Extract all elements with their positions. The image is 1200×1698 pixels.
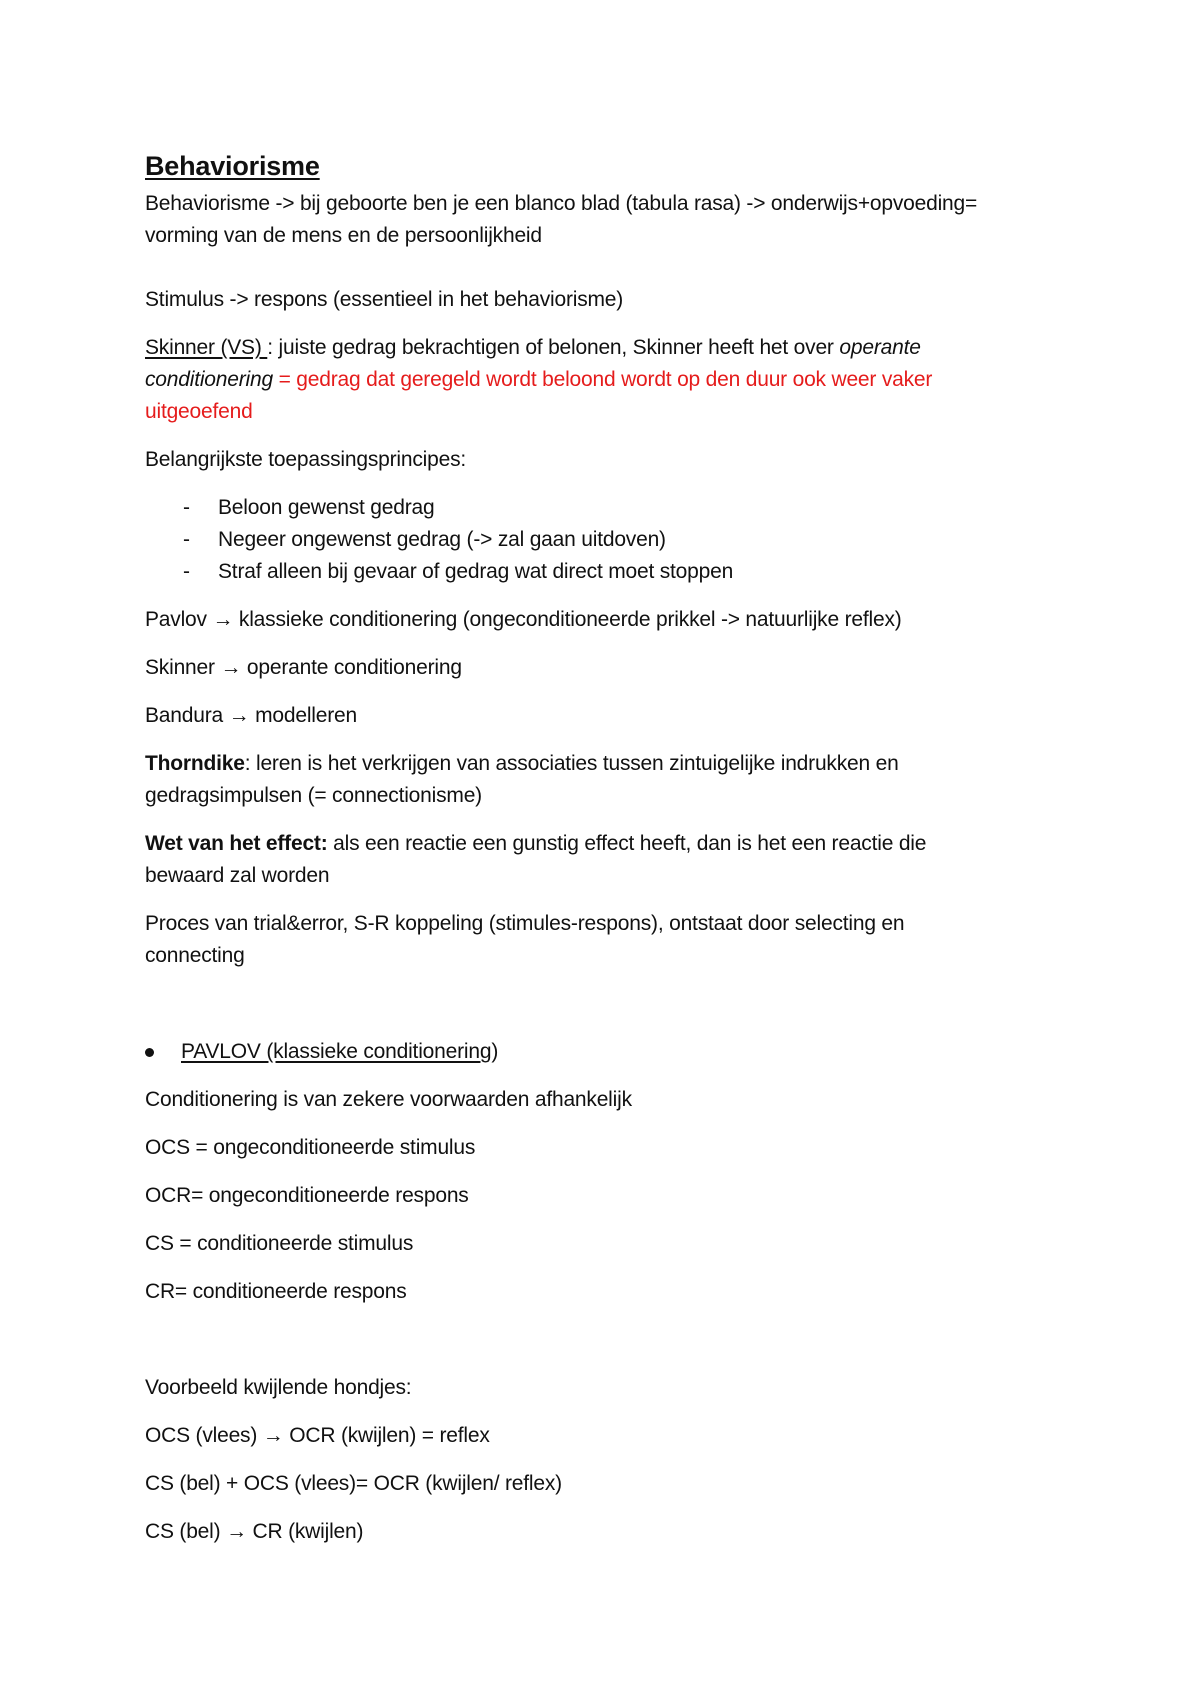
bullet-dot-icon — [145, 1048, 154, 1057]
skinner-red-text-2: uitgeoefend — [145, 400, 253, 423]
page-title: Behaviorisme — [145, 151, 320, 181]
paragraph-wet-van-het-effect: Wet van het effect: als een reactie een gunstig effect heeft, dan is het een reactie die bewaard zal worden — [145, 832, 927, 887]
list-item: - Negeer ongewenst gedrag (-> zal gaan uitdoven) — [145, 524, 733, 556]
paragraph-stimulus: Stimulus -> respons (essentieel in het behaviorisme) — [145, 288, 624, 311]
wet-label: Wet van het effect: — [145, 832, 328, 855]
list-item: - Straf alleen bij gevaar of gedrag wat direct moet stoppen — [145, 556, 733, 588]
paragraph-behaviorisme — [145, 188, 1075, 252]
paragraph-conditionering: Conditionering is van zekere voorwaarden afhankelijk — [145, 1088, 632, 1111]
skinner-name: Skinner (VS) — [145, 336, 268, 359]
skinner-italic-term-2: conditionering — [145, 368, 273, 391]
definition-ocr: OCR= ongeconditioneerde respons — [145, 1184, 469, 1207]
arrow-right-icon: → — [212, 608, 234, 631]
example-title: Voorbeeld kwijlende hondjes: — [145, 1376, 412, 1399]
example-line-1: OCS (vlees) → OCR (kwijlen) = reflex — [145, 1424, 490, 1447]
paragraph-pavlov-line: Pavlov → klassieke conditionering (ongeconditioneerde prikkel -> natuurlijke reflex) — [145, 608, 902, 631]
thorndike-label: Thorndike — [145, 752, 245, 775]
arrow-right-icon: → — [262, 1424, 284, 1447]
skinner-text: : juiste gedrag bekrachtigen of belonen, Skinner heeft het over — [267, 336, 840, 359]
dash-marker: - — [183, 496, 190, 519]
definition-cr: CR= conditioneerde respons — [145, 1280, 407, 1303]
paragraph-proces: Proces van trial&error, S-R koppeling (stimules-respons), ontstaat door selecting en connecting — [145, 912, 905, 967]
paragraph-skinner — [145, 332, 1075, 428]
skinner-italic-term: operante — [839, 336, 921, 359]
arrow-right-icon: → — [220, 656, 242, 679]
principles-list — [145, 492, 733, 588]
dash-marker: - — [183, 528, 190, 551]
example-line-3: CS (bel) → CR (kwijlen) — [145, 1520, 364, 1543]
paragraph-principles-heading: Belangrijkste toepassingsprincipes: — [145, 448, 467, 471]
paragraph-line: Behaviorisme -> bij geboorte ben je een blanco blad (tabula rasa) -> onderwijs+opvoeding= — [145, 192, 978, 215]
paragraph-bandura-line: Bandura → modelleren — [145, 704, 357, 727]
paragraph-line: vorming van de mens en de persoonlijkheid — [145, 224, 542, 247]
dash-marker: - — [183, 560, 190, 583]
example-line-2: CS (bel) + OCS (vlees)= OCR (kwijlen/ reflex) — [145, 1472, 562, 1495]
arrow-right-icon: → — [226, 1520, 247, 1543]
definition-cs: CS = conditioneerde stimulus — [145, 1232, 414, 1255]
arrow-right-icon: → — [228, 704, 250, 727]
definition-ocs: OCS = ongeconditioneerde stimulus — [145, 1136, 476, 1159]
skinner-red-text: = gedrag dat geregeld wordt beloond wordt op den duur ook weer vaker — [272, 368, 933, 391]
list-item: - Beloon gewenst gedrag — [145, 492, 733, 524]
paragraph-skinner-line: Skinner → operante conditionering — [145, 656, 462, 679]
paragraph-thorndike: Thorndike: leren is het verkrijgen van associaties tussen zintuigelijke indrukken en gedragsimpulsen (= connectionisme) — [145, 752, 899, 807]
